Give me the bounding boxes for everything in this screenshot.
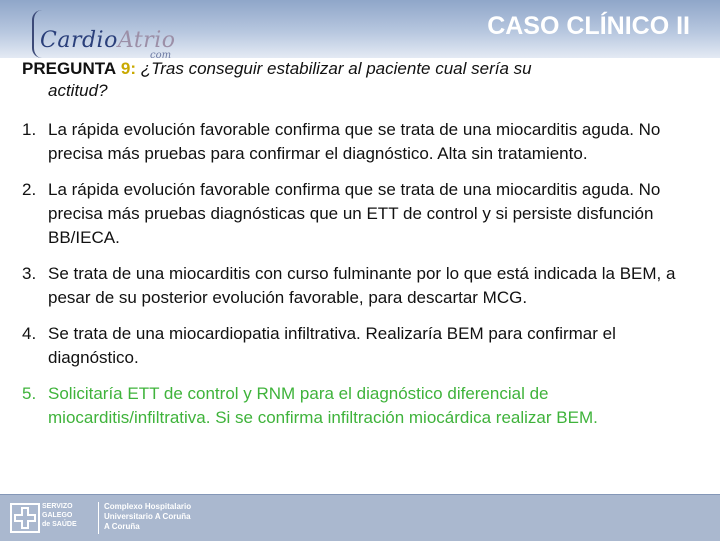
option-number: 3. — [22, 264, 37, 283]
answer-option-2 — [22, 178, 702, 250]
answer-option-3 — [22, 262, 702, 310]
option-text: Se trata de una miocardiopatia infiltrativa. Realizaría BEM para confirmar el diagnóstico. — [48, 324, 616, 367]
hospital-line-1: Complexo Hospitalario — [104, 502, 192, 511]
case-title: CASO CLÍNICO II — [487, 12, 690, 40]
option-text: La rápida evolución favorable confirma que se trata de una miocarditis aguda. No precisa más pruebas diagnósticas que un ETT de control y si persiste disfunción BB/IECA. — [48, 180, 661, 247]
hospital-line-2: Universitario A Coruña — [104, 512, 191, 521]
answer-options-list — [22, 118, 702, 442]
sergas-line-1: SERVIZO — [42, 503, 73, 510]
sergas-label — [42, 502, 94, 529]
logo-suffix: com — [150, 50, 172, 61]
sergas-cross-icon — [10, 503, 40, 533]
option-number: 1. — [22, 120, 37, 139]
option-text: Se trata de una miocarditis con curso fulminante por lo que está indicada la BEM, a pesar de su posterior evolución favorable, para descartar MCG. — [48, 264, 676, 307]
footer-divider — [98, 502, 99, 534]
option-number: 2. — [22, 180, 37, 199]
logo-text-cardio: Cardio — [40, 28, 118, 53]
answer-option-4 — [22, 322, 702, 370]
cardioatrio-logo — [22, 8, 182, 64]
option-text: Solicitaría ETT de control y RNM para el diagnóstico diferencial de miocarditis/infiltrativa. Si se confirma infiltración miocárdica realizar BEM. — [48, 384, 598, 427]
sergas-line-2: GALEGO — [42, 512, 73, 519]
question-text — [22, 58, 682, 102]
question-label: PREGUNTA — [22, 59, 117, 78]
logo-text-atrio: Atrio — [117, 28, 176, 53]
header-bar — [0, 0, 720, 61]
hospital-line-3: A Coruña — [104, 522, 140, 531]
option-number: 5. — [22, 384, 37, 403]
question-number: 9: — [120, 59, 136, 78]
question-line-2: actitud? — [48, 81, 108, 100]
footer-bar — [0, 494, 720, 541]
hospital-label — [104, 502, 191, 532]
answer-option-1 — [22, 118, 702, 166]
option-text: La rápida evolución favorable confirma que se trata de una miocarditis aguda. No precisa más pruebas para confirmar el diagnóstico. Alta sin tratamiento. — [48, 120, 661, 163]
option-number: 4. — [22, 324, 37, 343]
answer-option-5-correct — [22, 382, 702, 430]
sergas-line-3: de SAÚDE — [42, 521, 77, 528]
question-line-1: ¿Tras conseguir estabilizar al paciente cual sería su — [140, 59, 532, 78]
